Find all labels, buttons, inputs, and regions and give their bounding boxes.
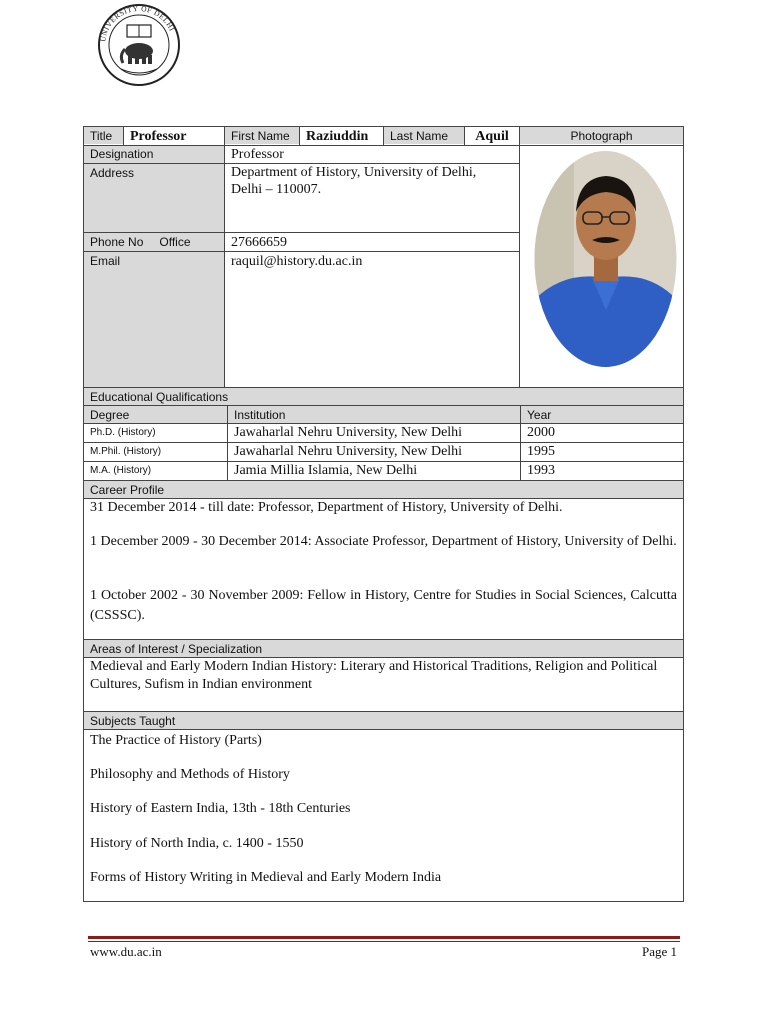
year-cell: 1995 (527, 444, 555, 459)
designation-label: Designation (90, 147, 154, 161)
last-name-value: Aquil (475, 129, 509, 144)
designation-value: Professor (231, 147, 284, 162)
education-section-title: Educational Qualifications (90, 390, 229, 404)
subject-item: History of North India, c. 1400 - 1550 (90, 836, 304, 851)
title-label-cell (84, 127, 123, 144)
degree-cell: M.Phil. (History) (90, 446, 162, 457)
table-row (84, 424, 683, 442)
degree-header: Degree (90, 408, 130, 422)
table-row (84, 462, 683, 480)
profile-photograph (534, 150, 677, 368)
last-name-label: Last Name (390, 129, 449, 143)
footer-divider-thin (88, 941, 680, 942)
address-line-2: Delhi – 110007. (231, 182, 322, 197)
subjects-section-title: Subjects Taught (90, 714, 176, 728)
institution-cell: Jawaharlal Nehru University, New Delhi (234, 444, 463, 459)
first-name-value: Raziuddin (306, 129, 369, 144)
career-item: 31 December 2014 - till date: Professor, Department of History, University of Delhi. (90, 500, 563, 515)
subject-item: The Practice of History (Parts) (90, 733, 262, 748)
footer-website[interactable]: www.du.ac.in (90, 944, 162, 959)
phone-label: Phone No (90, 235, 144, 249)
year-cell: 2000 (527, 425, 555, 440)
interests-section-title: Areas of Interest / Specialization (90, 642, 263, 656)
institution-cell: Jamia Millia Islamia, New Delhi (234, 463, 418, 478)
svg-text:UNIVERSITY OF DELHI: UNIVERSITY OF DELHI (98, 3, 177, 43)
first-name-label: First Name (231, 129, 290, 143)
footer-page-number: Page 1 (641, 944, 677, 959)
table-row (84, 443, 683, 461)
career-item: 1 December 2009 - 30 December 2014: Associate Professor, Department of History, University of Delhi. (90, 534, 677, 549)
subject-item: Forms of History Writing in Medieval and Early Modern India (90, 870, 442, 885)
career-item: 1 October 2002 - 30 November 2009: Fellow in History, Centre for Studies in Social Sciences, Calcutta (CSSSC). (90, 588, 677, 623)
subject-item: History of Eastern India, 13th - 18th Centuries (90, 801, 351, 816)
title-label: Title (90, 129, 113, 143)
institution-cell: Jawaharlal Nehru University, New Delhi (234, 425, 463, 440)
degree-cell: Ph.D. (History) (90, 427, 156, 438)
office-label: Office (159, 235, 191, 249)
photograph-label: Photograph (570, 129, 633, 143)
subject-item: Philosophy and Methods of History (90, 767, 290, 782)
university-logo (97, 3, 181, 87)
phone-value: 27666659 (231, 235, 287, 250)
year-header: Year (527, 408, 552, 422)
footer-divider (88, 936, 680, 939)
address-line-1: Department of History, University of Delhi, (231, 165, 477, 180)
degree-cell: M.A. (History) (90, 465, 152, 476)
title-value: Professor (130, 129, 187, 144)
address-label: Address (90, 166, 135, 180)
email-label: Email (90, 254, 121, 268)
email-value[interactable]: raquil@history.du.ac.in (231, 254, 363, 269)
interests-text: Medieval and Early Modern Indian History: Literary and Historical Traditions, Religion and Political Cultures, Sufism in Indian environment (90, 659, 658, 692)
career-section-title: Career Profile (90, 483, 165, 497)
institution-header: Institution (234, 408, 286, 422)
year-cell: 1993 (527, 463, 555, 478)
